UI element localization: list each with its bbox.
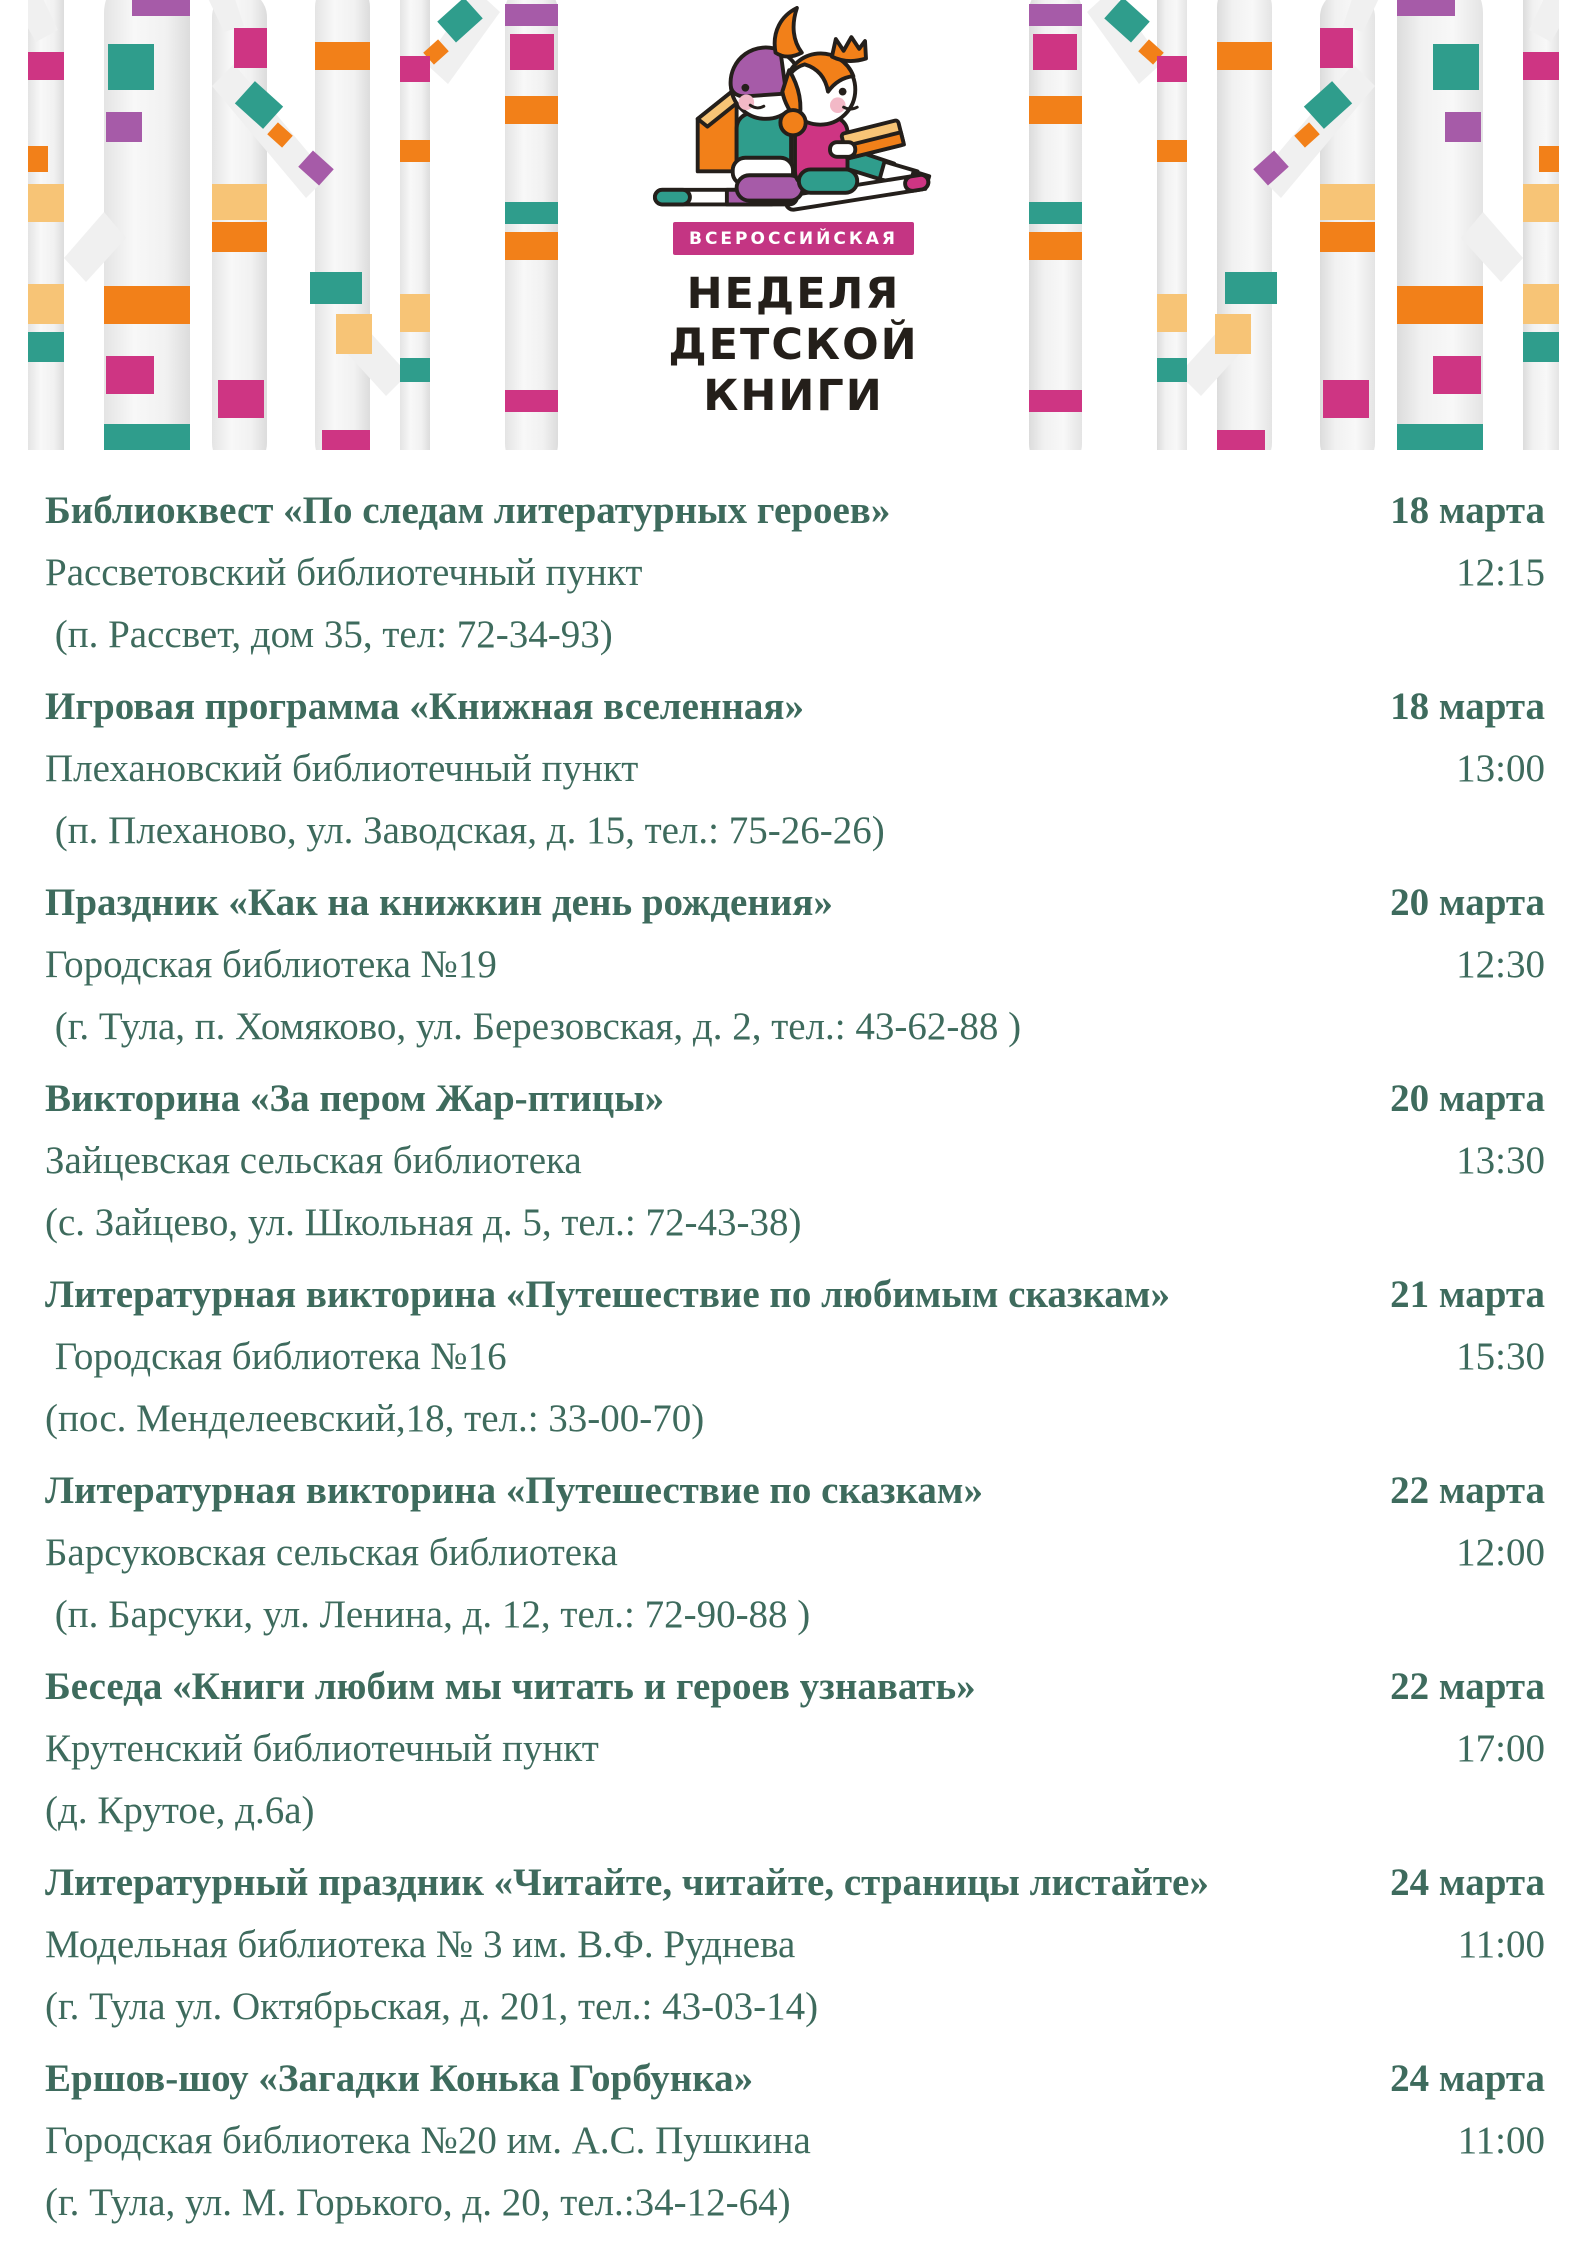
event-title: Литературная викторина «Путешествие по сказкам» <box>45 1469 983 1512</box>
event-venue: Модельная библиотека № 3 им. В.Ф. Руднева <box>45 1923 796 1966</box>
book-week-logo <box>564 6 1024 422</box>
event-address: (с. Зайцево, ул. Школьная д. 5, тел.: 72-43-38) <box>45 1201 802 1244</box>
event-item <box>45 872 1545 1058</box>
event-address: (г. Тула, п. Хомяково, ул. Березовская, д. 2, тел.: 43-62-88 ) <box>45 1005 1022 1048</box>
event-item <box>45 1656 1545 1842</box>
children-reading-illustration <box>638 6 950 220</box>
event-venue: Городская библиотека №16 <box>45 1335 507 1378</box>
event-venue: Городская библиотека №19 <box>45 943 497 986</box>
event-address: (п. Плеханово, ул. Заводская, д. 15, тел.: 75-26-26) <box>45 809 885 852</box>
event-item <box>45 1852 1545 2038</box>
event-date: 20 марта <box>1390 881 1545 924</box>
event-address: (д. Крутое, д.6а) <box>45 1789 315 1832</box>
events-list <box>0 452 1587 2234</box>
birch-trees-right-illustration <box>1029 0 1559 450</box>
event-title: Библиоквест «По следам литературных героев» <box>45 489 891 532</box>
logo-title-line-2: ДЕТСКОЙ <box>668 320 919 370</box>
event-title: Ершов-шоу «Загадки Конька Горбунка» <box>45 2057 754 2100</box>
event-time: 12:30 <box>1456 943 1545 986</box>
event-title: Литературная викторина «Путешествие по любимым сказкам» <box>45 1273 1170 1316</box>
event-title: Беседа «Книги любим мы читать и героев узнавать» <box>45 1665 976 1708</box>
event-time: 13:30 <box>1456 1139 1545 1182</box>
event-venue: Зайцевская сельская библиотека <box>45 1139 582 1182</box>
event-time: 11:00 <box>1457 2119 1545 2162</box>
event-title: Литературный праздник «Читайте, читайте, страницы листайте» <box>45 1861 1209 1904</box>
event-date: 20 марта <box>1390 1077 1545 1120</box>
event-address: (г. Тула ул. Октябрьская, д. 201, тел.: 43-03-14) <box>45 1985 819 2028</box>
event-time: 12:00 <box>1456 1531 1545 1574</box>
event-date: 22 марта <box>1390 1665 1545 1708</box>
event-time: 12:15 <box>1456 551 1545 594</box>
event-venue: Городская библиотека №20 им. А.С. Пушкина <box>45 2119 811 2162</box>
event-time: 17:00 <box>1456 1727 1545 1770</box>
event-item <box>45 1460 1545 1646</box>
event-title: Игровая программа «Книжная вселенная» <box>45 685 805 728</box>
event-address: (пос. Менделеевский,18, тел.: 33-00-70) <box>45 1397 705 1440</box>
logo-title-line-3: КНИГИ <box>703 371 884 421</box>
event-time: 15:30 <box>1456 1335 1545 1378</box>
event-date: 24 марта <box>1390 2057 1545 2100</box>
event-venue: Плехановский библиотечный пункт <box>45 747 639 790</box>
event-title: Праздник «Как на книжкин день рождения» <box>45 881 833 924</box>
event-item <box>45 2048 1545 2234</box>
event-venue: Рассветовский библиотечный пункт <box>45 551 643 594</box>
event-time: 11:00 <box>1457 1923 1545 1966</box>
birch-trees-left-illustration <box>28 0 558 450</box>
logo-title <box>564 269 1024 422</box>
event-venue: Крутенский библиотечный пункт <box>45 1727 599 1770</box>
event-date: 24 марта <box>1390 1861 1545 1904</box>
event-address: (г. Тула, ул. М. Горького, д. 20, тел.:34-12-64) <box>45 2181 791 2224</box>
event-venue: Барсуковская сельская библиотека <box>45 1531 618 1574</box>
header <box>0 0 1587 452</box>
event-item <box>45 1264 1545 1450</box>
event-title: Викторина «За пером Жар-птицы» <box>45 1077 665 1120</box>
event-date: 18 марта <box>1390 685 1545 728</box>
event-item <box>45 480 1545 666</box>
event-time: 13:00 <box>1456 747 1545 790</box>
event-date: 18 марта <box>1390 489 1545 532</box>
event-address: (п. Барсуки, ул. Ленина, д. 12, тел.: 72-90-88 ) <box>45 1593 811 1636</box>
logo-title-line-1: НЕДЕЛЯ <box>686 269 901 319</box>
badge-vserossiyskaya: ВСЕРОССИЙСКАЯ <box>673 222 914 255</box>
event-date: 22 марта <box>1390 1469 1545 1512</box>
event-item <box>45 1068 1545 1254</box>
event-date: 21 марта <box>1390 1273 1545 1316</box>
event-item <box>45 676 1545 862</box>
event-address: (п. Рассвет, дом 35, тел: 72-34-93) <box>45 613 613 656</box>
